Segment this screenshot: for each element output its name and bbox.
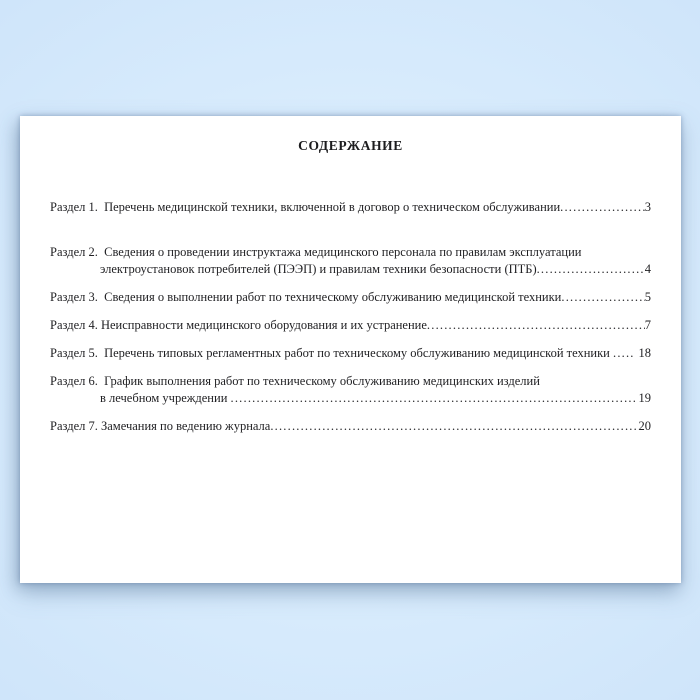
toc-entry xyxy=(50,418,651,435)
toc-line xyxy=(50,373,651,390)
toc-page-number: 5 xyxy=(644,290,651,304)
table-of-contents xyxy=(50,199,651,435)
toc-entry xyxy=(50,289,651,306)
toc-line xyxy=(50,418,651,435)
toc-line xyxy=(50,345,651,362)
dot-leader xyxy=(231,390,636,407)
toc-entry-text: Раздел 4. Неисправности медицинского оборудования и их устранение xyxy=(50,318,427,332)
dot-leader xyxy=(427,317,645,334)
toc-page-number: 7 xyxy=(644,318,651,332)
dot-leader xyxy=(537,261,645,278)
toc-page-number: 3 xyxy=(644,200,651,214)
toc-entry xyxy=(50,199,651,216)
toc-line xyxy=(50,244,651,261)
dot-leader xyxy=(560,199,645,216)
toc-line xyxy=(50,289,651,306)
toc-page-number: 20 xyxy=(638,419,651,433)
dot-leader xyxy=(270,418,638,435)
toc-entry-text: Раздел 6. График выполнения работ по техническому обслуживанию медицинских изделий xyxy=(50,374,540,388)
toc-entry-text: Раздел 1. Перечень медицинской техники, включенной в договор о техническом обслуживании xyxy=(50,200,561,214)
dot-leader xyxy=(613,345,635,362)
toc-line xyxy=(50,199,651,216)
toc-line xyxy=(50,317,651,334)
document-page xyxy=(20,116,681,583)
toc-page-number: 18 xyxy=(635,346,651,360)
toc-entry xyxy=(50,244,651,278)
toc-line xyxy=(50,390,651,407)
toc-entry-text: Раздел 3. Сведения о выполнении работ по техническому обслуживанию медицинской техники xyxy=(50,290,562,304)
toc-entry xyxy=(50,373,651,407)
toc-page-number: 19 xyxy=(635,391,651,405)
page-title: СОДЕРЖАНИЕ xyxy=(298,138,403,153)
toc-entry-text: электроустановок потребителей (ПЭЭП) и правилам техники безопасности (ПТБ) xyxy=(100,262,537,276)
toc-entry-text: Раздел 2. Сведения о проведении инструктажа медицинского персонала по правилам эксплуатации xyxy=(50,245,582,259)
toc-entry xyxy=(50,345,651,362)
toc-entry-text: Раздел 7. Замечания по ведению журнала xyxy=(50,419,271,433)
toc-page-number: 4 xyxy=(644,262,651,276)
toc-line xyxy=(50,261,651,278)
toc-entry xyxy=(50,317,651,334)
dot-leader xyxy=(561,289,644,306)
toc-entry-text: в лечебном учреждении xyxy=(100,391,231,405)
toc-entry-text: Раздел 5. Перечень типовых регламентных работ по техническому обслуживанию медицинской техники xyxy=(50,346,613,360)
